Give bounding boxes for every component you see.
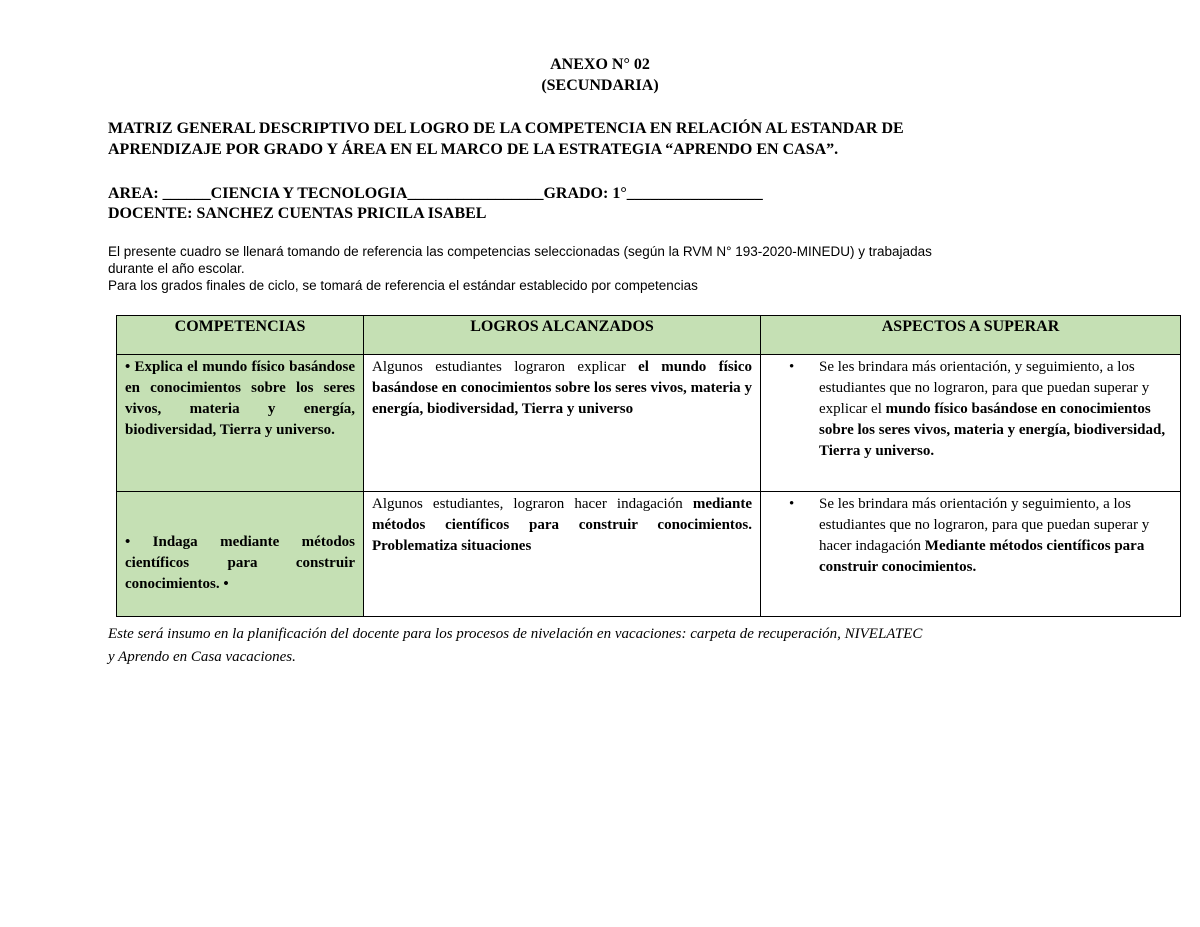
bullet-icon: • — [789, 359, 795, 375]
achievement-text: Algunos estudiantes, lograron hacer indagación — [372, 496, 693, 512]
competency-text: • Indaga mediante métodos científicos para construir conocimientos. • — [125, 534, 355, 592]
bullet-icon: • — [789, 496, 795, 512]
teacher-line: DOCENTE: SANCHEZ CUENTAS PRICILA ISABEL — [108, 205, 487, 222]
instructions-line-2: durante el año escolar. — [108, 261, 245, 276]
table-header-row — [117, 316, 1181, 355]
matrix-heading-line-2: APRENDIZAJE POR GRADO Y ÁREA EN EL MARCO DE LA ESTRATEGIA “APRENDO EN CASA”. — [108, 141, 839, 158]
competency-cell — [117, 492, 364, 617]
footer-line-2: y Aprendo en Casa vacaciones. — [108, 649, 296, 665]
achievement-bold-text: el mundo físico basándose en conocimientos sobre los seres vivos, materia y energía, biodiversidad, Tierra y universo — [372, 359, 752, 417]
matrix-heading — [108, 118, 1108, 160]
level-subtitle: (SECUNDARIA) — [541, 77, 659, 94]
improvement-cell — [761, 355, 1181, 492]
footer-line-1: Este será insumo en la planificación del docente para los procesos de nivelación en vacaciones: carpeta de recuperación, NIVELATEC — [108, 626, 923, 642]
improvement-bold-text: Mediante métodos científicos para construir conocimientos. — [819, 538, 1145, 575]
improvement-normal-text: Se les brindara más orientación y seguimiento, a los estudiantes que no lograron, para que puedan superar y hacer indagación — [819, 496, 1150, 554]
area-line: AREA: ______CIENCIA Y TECNOLOGIA_________________GRADO: 1°_________________ — [108, 185, 763, 202]
annex-title: ANEXO N° 02 — [550, 56, 650, 73]
instructions-line-3: Para los grados finales de ciclo, se tomará de referencia el estándar establecido por competencias — [108, 278, 698, 293]
instructions-line-1: El presente cuadro se llenará tomando de referencia las competencias seleccionadas (según la RVM N° 193-2020-MINEDU) y trabajadas — [108, 244, 932, 259]
achievement-cell — [364, 355, 761, 492]
improvement-text — [819, 494, 1172, 578]
achievement-text: Algunos estudiantes lograron explicar — [372, 359, 639, 375]
matrix-heading-line-1: MATRIZ GENERAL DESCRIPTIVO DEL LOGRO DE LA COMPETENCIA EN RELACIÓN AL ESTANDAR DE — [108, 120, 904, 137]
improvement-normal-text: Se les brindara más orientación, y seguimiento, a los estudiantes que no lograron, para que puedan superar y explicar el — [819, 359, 1150, 417]
table-row — [117, 492, 1181, 617]
achievement-cell — [364, 492, 761, 617]
competency-matrix-table — [116, 315, 1181, 617]
bullet-item — [769, 357, 1172, 462]
header-aspectos: ASPECTOS A SUPERAR — [761, 316, 1181, 355]
improvement-bold-text: mundo físico basándose en conocimientos sobre los seres vivos, materia y energía, biodiversidad, Tierra y universo. — [819, 401, 1166, 459]
header-logros: LOGROS ALCANZADOS — [364, 316, 761, 355]
improvement-cell — [761, 492, 1181, 617]
table-row — [117, 355, 1181, 492]
footer-note — [108, 623, 1108, 669]
bullet-item — [769, 494, 1172, 578]
competency-cell: • Explica el mundo físico basándose en conocimientos sobre los seres vivos, materia y energía, biodiversidad, Tierra y universo. — [117, 355, 364, 492]
instructions-paragraph — [108, 243, 1118, 277]
improvement-text — [819, 357, 1172, 462]
header-competencias: COMPETENCIAS — [117, 316, 364, 355]
achievement-bold-text: mediante métodos científicos para construir conocimientos. Problematiza situaciones — [372, 496, 752, 554]
